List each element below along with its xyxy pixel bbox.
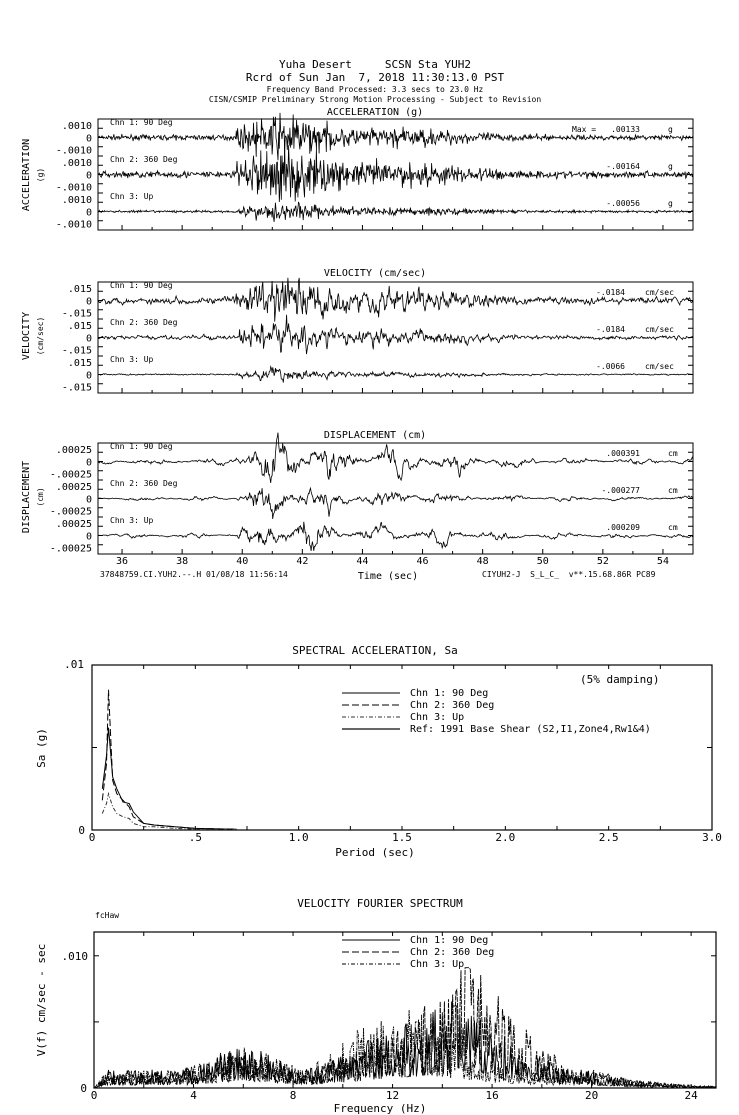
channel-max-unit: g [668, 125, 673, 134]
x-tick-label: 0 [90, 1089, 98, 1102]
channel-max-value: -.00056 [606, 199, 640, 208]
panel-title: VELOCITY (cm/sec) [323, 268, 427, 279]
x-tick-label: 38 [176, 556, 189, 567]
channel-max-value: -.0066 [596, 362, 625, 371]
y-tick-label: 0 [85, 531, 92, 543]
sa-series-line [102, 690, 236, 829]
channel-max-unit: g [668, 162, 673, 171]
legend-label: Chn 1: 90 Deg [410, 935, 489, 946]
x-tick-label: 4 [190, 1089, 197, 1102]
sa-series-line [102, 728, 236, 830]
y-tick-label: 0 [85, 457, 92, 469]
y-tick-label: 0 [85, 133, 92, 145]
y-tick-label: -.015 [61, 382, 92, 394]
y-tick-label: .01 [64, 658, 84, 671]
channel-max-value: -.00164 [606, 162, 640, 171]
channel-label: Chn 3: Up [110, 192, 154, 201]
x-tick-label: 24 [684, 1089, 698, 1102]
x-tick-label: 40 [236, 556, 249, 567]
legend-label: Chn 2: 360 Deg [410, 700, 495, 711]
record-line: Rcrd of Sun Jan 7, 2018 11:30:13.0 PST [245, 71, 505, 84]
y-tick-label: -.00025 [49, 506, 92, 518]
legend-label: Chn 2: 360 Deg [410, 947, 495, 958]
y-tick-label: -.0010 [55, 219, 92, 231]
y-tick-label: 0 [85, 207, 92, 219]
y-tick-label: .0010 [61, 121, 92, 132]
channel-max-value: .000391 [606, 449, 640, 458]
y-tick-label: -.015 [61, 345, 92, 357]
channel-max-unit: cm [668, 523, 678, 532]
y-tick-label: -.00025 [49, 469, 92, 481]
y-tick-label: -.015 [61, 308, 92, 320]
channel-label: Chn 3: Up [110, 516, 154, 525]
x-tick-label: 2.0 [495, 831, 516, 844]
footer-code: CIYUH2-J S_L_C_ v**.15.68.86R PC89 [482, 570, 656, 579]
x-tick-label: 8 [289, 1089, 297, 1102]
channel-max-value: -.0184 [596, 288, 625, 297]
x-tick-label: 46 [416, 556, 429, 567]
panel-yunit: (cm/sec) [36, 316, 45, 356]
panel-title: ACCELERATION (g) [326, 107, 424, 118]
channel-max-value: -.0184 [596, 325, 625, 334]
y-tick-label: .0010 [61, 158, 92, 169]
processing-line: CISN/CSMIP Preliminary Strong Motion Processing - Subject to Revision [208, 95, 542, 104]
station-line: Yuha Desert SCSN Sta YUH2 [278, 58, 472, 71]
sa-title: SPECTRAL ACCELERATION, Sa [292, 644, 458, 657]
x-tick-label: 50 [536, 556, 549, 567]
panel-ylabel: ACCELERATION [21, 138, 32, 212]
x-tick-label: 3.0 [702, 831, 722, 844]
y-tick-label: .010 [61, 949, 88, 963]
fourier-title: VELOCITY FOURIER SPECTRUM [297, 897, 463, 910]
sa-ylabel: Sa (g) [35, 728, 48, 768]
channel-label: Chn 2: 360 Deg [110, 318, 178, 327]
channel-max-unit: cm/sec [645, 362, 674, 371]
channel-max-unit: cm/sec [645, 325, 674, 334]
y-tick-label: .015 [67, 321, 92, 332]
channel-max-unit: cm [668, 486, 678, 495]
channel-label: Chn 1: 90 Deg [110, 281, 173, 290]
channel-max-unit: cm [668, 449, 678, 458]
y-tick-label: 0 [78, 824, 85, 837]
sa-frame [92, 665, 712, 830]
y-tick-label: .00025 [55, 445, 92, 456]
x-tick-label: 52 [596, 556, 609, 567]
channel-label: Chn 1: 90 Deg [110, 118, 173, 127]
legend-label: Chn 3: Up [410, 712, 465, 723]
x-tick-label: 12 [385, 1089, 400, 1102]
x-tick-label: 2.5 [598, 831, 619, 844]
y-tick-label: .015 [67, 284, 92, 295]
legend-label: Ref: 1991 Base Shear (S2,I1,Zone4,Rw1&4) [410, 724, 651, 735]
legend-label: Chn 1: 90 Deg [410, 688, 489, 699]
channel-label: Chn 1: 90 Deg [110, 442, 173, 451]
y-tick-label: 0 [85, 370, 92, 382]
channel-max-unit: cm/sec [645, 288, 674, 297]
x-tick-label: 0 [88, 831, 96, 844]
trace-line [98, 113, 693, 160]
x-tick-label: .5 [188, 831, 202, 844]
panel-ylabel: VELOCITY [21, 311, 32, 361]
x-tick-label: 36 [116, 556, 129, 567]
y-tick-label: -.0010 [55, 145, 92, 157]
y-tick-label: 0 [85, 296, 92, 308]
x-tick-label: 54 [656, 556, 669, 567]
x-tick-label: 44 [356, 556, 369, 567]
x-tick-label: 1.0 [288, 831, 309, 844]
damping-annotation: (5% damping) [580, 673, 660, 686]
trace-line [98, 522, 693, 551]
channel-max-value: .00133 [611, 125, 640, 134]
y-tick-label: .015 [67, 358, 92, 369]
channel-max-value: -.000277 [601, 486, 640, 495]
max-prefix: Max = [572, 125, 597, 134]
y-tick-label: .00025 [55, 519, 92, 530]
fourier-ylabel: V(f) cm/sec - sec [35, 943, 48, 1057]
y-tick-label: .00025 [55, 482, 92, 493]
y-tick-label: 0 [85, 494, 92, 506]
footer-id: 37848759.CI.YUH2.--.H 01/08/18 11:56:14 [100, 570, 288, 579]
x-tick-label: 42 [296, 556, 309, 567]
trace-line [98, 278, 693, 322]
y-tick-label: 0 [85, 170, 92, 182]
x-tick-label: 1.5 [392, 831, 412, 844]
channel-max-unit: g [668, 199, 673, 208]
panel-yunit: (g) [36, 167, 45, 183]
time-axis-label: Time (sec) [357, 571, 419, 582]
y-tick-label: 0 [85, 333, 92, 345]
channel-label: Chn 3: Up [110, 355, 154, 364]
x-tick-label: 48 [476, 556, 489, 567]
x-tick-label: 16 [485, 1089, 499, 1102]
y-tick-label: .0010 [61, 195, 92, 206]
band-line: Frequency Band Processed: 3.3 secs to 23.0 Hz [266, 85, 484, 94]
legend-label: Chn 3: Up [410, 959, 465, 970]
channel-max-value: .000209 [606, 523, 640, 532]
y-tick-label: -.0010 [55, 182, 92, 194]
trace-line [98, 144, 693, 202]
trace-line [98, 202, 693, 222]
sa-xlabel: Period (sec) [335, 846, 415, 859]
channel-label: Chn 2: 360 Deg [110, 155, 178, 164]
panel-ylabel: DISPLACEMENT [21, 460, 32, 534]
x-tick-label: 20 [584, 1089, 599, 1102]
panel-yunit: (cm) [36, 487, 45, 507]
fourier-xlabel: Frequency (Hz) [333, 1102, 427, 1115]
corner-label: fcHaw [95, 911, 120, 920]
channel-label: Chn 2: 360 Deg [110, 479, 178, 488]
trace-line [98, 315, 693, 354]
y-tick-label: 0 [80, 1082, 87, 1095]
panel-title: DISPLACEMENT (cm) [323, 430, 427, 441]
y-tick-label: -.00025 [49, 543, 92, 555]
